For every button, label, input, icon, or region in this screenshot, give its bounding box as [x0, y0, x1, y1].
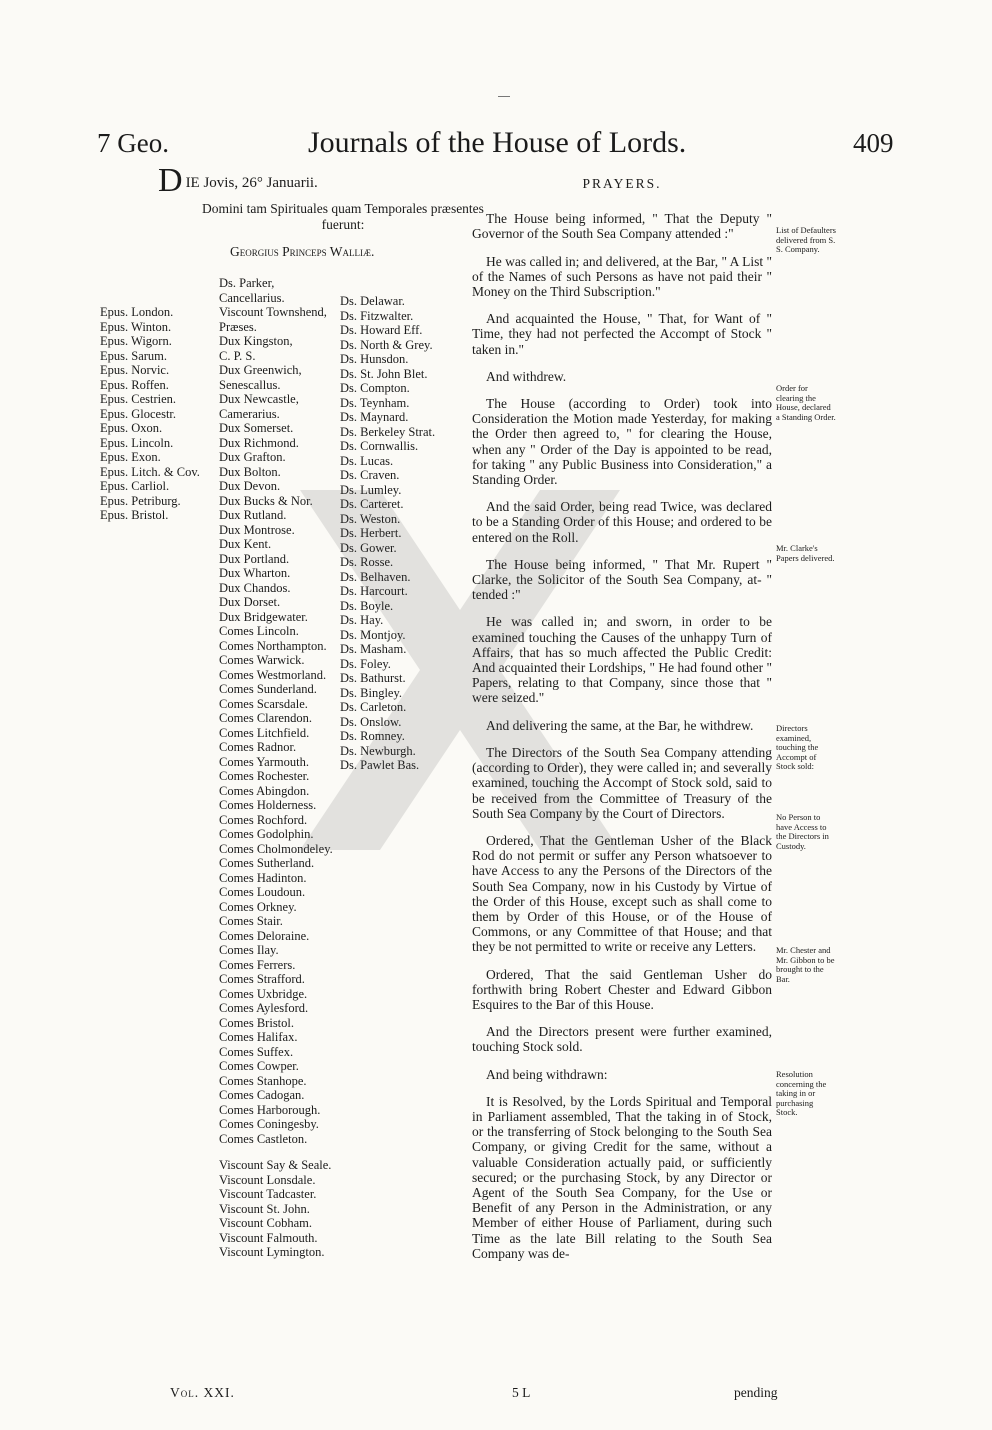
peer-entry: Comes Loudoun.	[219, 885, 306, 899]
peer-entry: Comes Castleton.	[219, 1131, 308, 1146]
proceeding-paragraph: It is Resolved, by the Lords Spiritual and Temporal in Parliament assembled, That the taking in of Stock, or the transferring of Stock belonging to the South Sea Company, or giving Credit for the same, without a valuable Consideration actually paid, or sufficiently secured; or the purchasing Stock, by any Director or Agent of the South Sea Company, for the Use or Benefit of any Person in the Administration, or any Member of either House of Parliament, during such Time as the late Bill relating to the South Sea Company was de-	[472, 1093, 772, 1261]
bishop-entry: Epus. London.	[100, 305, 174, 319]
bishop-entry: Epus. Roffen.	[100, 377, 169, 392]
peer-entry: Comes Stanhope.	[219, 1073, 307, 1088]
peer-entry: Comes Suffex.	[219, 1044, 294, 1059]
baron-entry: Ds. Belhaven.	[340, 569, 411, 584]
peer-entry: Comes Lincoln.	[219, 624, 299, 638]
peer-entry: Cancellarius.	[219, 290, 285, 305]
proceeding-paragraph: And delivering the same, at the Bar, he withdrew.	[486, 717, 754, 733]
catchword: pending	[734, 1385, 778, 1400]
margin-note: Order for clearing the House, declared a Standing Order.	[776, 383, 836, 422]
proceeding-paragraph: And acquainted the House, " That, for Want of " Time, they had not perfected the Accompt of Stock " taken in."	[472, 311, 772, 357]
baron-entry: Ds. Lucas.	[340, 453, 394, 468]
peer-entry: Comes Northampton.	[219, 638, 327, 653]
drop-initial: D	[158, 162, 183, 199]
peer-entry: Comes Cholmondeley.	[219, 841, 333, 856]
bishop-entry: Epus. Winton.	[100, 319, 172, 334]
baron-entry: Ds. Bingley.	[340, 685, 403, 700]
peer-entry: Dux Greenwich,	[219, 363, 302, 377]
peer-entry: Comes Uxbridge.	[219, 986, 308, 1001]
baron-entry: Ds. Bathurst.	[340, 671, 406, 685]
viscount-entry: Viscount Lymington.	[219, 1245, 325, 1259]
baron-entry: Ds. Howard Eff.	[340, 323, 423, 337]
proceeding-paragraph: And being withdrawn:	[486, 1066, 608, 1082]
margin-note: Mr. Clarke's Papers delivered.	[776, 543, 835, 563]
baron-entry: Ds. Gower.	[340, 540, 397, 555]
peer-entry: Comes Westmorland.	[219, 667, 327, 682]
peer-entry: Dux Devon.	[219, 479, 281, 493]
proceeding-paragraph: And the said Order, being read Twice, was declared to be a Standing Order of this House; and ordered to be entered on the Roll.	[472, 499, 772, 545]
baron-entry: Ds. Onslow.	[340, 714, 402, 729]
baron-entry: Ds. Newburgh.	[340, 743, 416, 758]
peer-entry: Comes Coningesby.	[219, 1117, 319, 1131]
proceeding-paragraph: The Directors of the South Sea Company attending (according to Order), they were called in; and severally examined, touching the Accompt of Stock sold, said to be received from the Committee of Treasury of the South Sea Company by the Court of Directors.	[472, 744, 772, 821]
peer-entry: Dux Chandos.	[219, 580, 291, 595]
bishop-entry: Epus. Bristol.	[100, 508, 169, 522]
bishop-entry: Epus. Lincoln.	[100, 435, 174, 450]
viscounts-list	[219, 1158, 333, 1260]
peer-entry: Comes Strafford.	[219, 972, 305, 986]
proceedings-paragraphs	[472, 211, 772, 1261]
margin-note: Resolution concerning the taking in or purchasing Stock.	[776, 1069, 827, 1117]
peer-entry: Dux Dorset.	[219, 595, 281, 609]
peer-entry: Comes Hadinton.	[219, 870, 307, 885]
baron-entry: Ds. Montjoy.	[340, 627, 406, 642]
peer-entry: Comes Warwick.	[219, 653, 305, 667]
prince-of-wales: Georgius Princeps Walliæ.	[230, 244, 375, 259]
peer-entry: Dux Somerset.	[219, 421, 294, 435]
peer-entry: Comes Sunderland.	[219, 682, 317, 696]
peer-entry: Comes Harborough.	[219, 1102, 321, 1117]
peer-entry: Dux Bucks & Nor.	[219, 493, 313, 508]
baron-entry: Ds. Hunsdon.	[340, 352, 409, 366]
baron-entry: Ds. Compton.	[340, 381, 410, 395]
proceeding-paragraph: The House being informed, " That the Deputy " Governor of the South Sea Company attended :"	[472, 211, 772, 242]
peer-entry: Comes Aylesford.	[219, 1001, 309, 1015]
baron-entry: Ds. Maynard.	[340, 410, 409, 424]
peer-entry: Dux Bridgewater.	[219, 609, 308, 624]
peer-entry: Comes Holderness.	[219, 798, 317, 812]
list-gap	[219, 1146, 333, 1158]
bishop-entry: Epus. Carliol.	[100, 479, 170, 493]
volume-number: Vol. XXI.	[170, 1385, 235, 1400]
dukes-earls-list	[219, 276, 333, 1146]
peer-entry: Comes Radnor.	[219, 740, 297, 754]
peer-entry: Dux Wharton.	[219, 566, 291, 580]
baron-entry: Ds. Carteret.	[340, 497, 404, 511]
bishop-entry: Epus. Glocestr.	[100, 406, 177, 421]
proceedings-column	[472, 176, 772, 1273]
peer-entry: Comes Cadogan.	[219, 1088, 305, 1102]
proceeding-paragraph: Ordered, That the said Gentleman Usher do forthwith bring Robert Chester and Edward Gibbon Esquires to the Bar of this House.	[472, 966, 772, 1012]
peer-entry: Comes Rochford.	[219, 812, 308, 827]
viscount-entry: Viscount Say & Seale.	[219, 1158, 332, 1172]
peer-entry: Comes Cowper.	[219, 1059, 299, 1073]
bishop-entry: Epus. Cestrien.	[100, 392, 177, 406]
peer-entry: Dux Grafton.	[219, 450, 286, 464]
baron-entry: Ds. Masham.	[340, 642, 407, 656]
viscount-entry: Viscount Lonsdale.	[219, 1172, 316, 1187]
margin-note: Mr. Chester and Mr. Gibbon to be brought to the Bar.	[776, 945, 835, 984]
baron-entry: Ds. Berkeley Strat.	[340, 424, 436, 439]
regnal-year: 7 Geo.	[97, 128, 169, 158]
margin-note: List of Defaulters delivered from S. S. Company.	[776, 225, 836, 254]
peer-entry: Præses.	[219, 319, 257, 334]
journal-title: Journals of the House of Lords.	[308, 126, 687, 159]
viscount-entry: Viscount St. John.	[219, 1201, 310, 1216]
date-text: IE Jovis, 26° Januarii.	[185, 175, 318, 191]
margin-note: Directors examined, touching the Accompt of Stock sold:	[776, 723, 819, 771]
peer-entry: Comes Stair.	[219, 914, 283, 928]
peer-entry: Comes Yarmouth.	[219, 754, 309, 769]
proceeding-paragraph: And the Directors present were further examined, touching Stock sold.	[472, 1024, 772, 1055]
baron-entry: Ds. Pawlet Bas.	[340, 758, 420, 772]
page-number: 409	[853, 128, 894, 158]
peer-entry: Dux Bolton.	[219, 464, 281, 479]
date-line	[158, 162, 318, 199]
barons-list	[340, 294, 435, 773]
bishop-entry: Epus. Oxon.	[100, 421, 163, 435]
peer-entry: Comes Godolphin.	[219, 827, 314, 841]
peer-entry: Dux Kingston,	[219, 334, 293, 348]
peer-entry: Dux Portland.	[219, 551, 290, 566]
proceeding-paragraph: The House (according to Order) took into Consideration the Motion made Yesterday, for making the Order then agreed to, " for clearing the House, when any " Order of the Day is appointed to be read, for taking " any Public Business into Consideration," a Standing Order.	[472, 396, 772, 488]
peer-entry: Comes Clarendon.	[219, 711, 313, 725]
proceeding-paragraph: And withdrew.	[486, 368, 567, 384]
baron-entry: Ds. Teynham.	[340, 395, 410, 410]
peer-entry: Comes Deloraine.	[219, 928, 310, 943]
viscount-entry: Viscount Tadcaster.	[219, 1187, 317, 1201]
peer-entry: Dux Rutland.	[219, 508, 287, 522]
peer-entry: Dux Kent.	[219, 537, 272, 551]
peers-list	[219, 276, 333, 1260]
bishop-entry: Epus. Petriburg.	[100, 493, 181, 508]
peer-entry: Dux Newcastle,	[219, 392, 299, 406]
signature-mark: 5 L	[512, 1385, 531, 1400]
peer-entry: Dux Richmond.	[219, 435, 299, 450]
peer-entry: Comes Bristol.	[219, 1015, 295, 1030]
viscount-entry: Viscount Falmouth.	[219, 1230, 318, 1245]
viscount-entry: Viscount Cobham.	[219, 1216, 312, 1230]
peer-entry: Comes Rochester.	[219, 769, 310, 783]
baron-entry: Ds. Carleton.	[340, 700, 407, 714]
baron-entry: Ds. Foley.	[340, 656, 391, 671]
baron-entry: Ds. Romney.	[340, 729, 405, 743]
peer-entry: Senescallus.	[219, 377, 281, 392]
baron-entry: Ds. Delawar.	[340, 294, 405, 308]
baron-entry: Ds. Herbert.	[340, 526, 402, 540]
proceeding-paragraph: He was called in; and delivered, at the Bar, " A List " of the Names of such Persons as have not paid their " Money on the Third Subscription."	[472, 253, 772, 300]
margin-note: No Person to have Access to the Directors in Custody.	[776, 812, 829, 851]
bishop-entry: Epus. Norvic.	[100, 363, 170, 377]
proceeding-paragraph: He was called in; and sworn, in order to be examined touching the Causes of the unhappy Turn of Affairs, that has so much affected the Public Credit: And acquainted their Lordships, " He had found other " Papers, relating to that Company, since those that " were seized."	[472, 614, 772, 706]
bishop-entry: Epus. Exon.	[100, 450, 161, 464]
bishop-entry: Epus. Litch. & Cov.	[100, 464, 200, 479]
baron-entry: Ds. North & Grey.	[340, 337, 433, 352]
baron-entry: Ds. Cornwallis.	[340, 439, 419, 453]
proceeding-paragraph: The House being informed, " That Mr. Rupert " Clarke, the Solicitor of the South Sea Company, at- " tended :"	[472, 556, 772, 603]
prayers-heading: PRAYERS.	[582, 176, 662, 191]
peer-entry: C. P. S.	[219, 348, 256, 363]
bishop-entry: Epus. Wigorn.	[100, 334, 172, 348]
peer-entry: Comes Ilay.	[219, 943, 279, 957]
baron-entry: Ds. Rosse.	[340, 555, 394, 569]
baron-entry: Ds. Weston.	[340, 511, 401, 526]
baron-entry: Ds. St. John Blet.	[340, 366, 428, 381]
baron-entry: Ds. Harcourt.	[340, 584, 408, 598]
bishop-entry: Epus. Sarum.	[100, 348, 168, 363]
peer-entry: Ds. Parker,	[219, 276, 275, 290]
baron-entry: Ds. Craven.	[340, 468, 400, 482]
peer-entry: Comes Halifax.	[219, 1030, 298, 1044]
peer-entry: Comes Orkney.	[219, 899, 297, 914]
baron-entry: Ds. Fitzwalter.	[340, 308, 414, 323]
attendance-heading: Domini tam Spirituales quam Temporales præsentes fuerunt:	[202, 201, 484, 232]
proceeding-paragraph: Ordered, That the Gentleman Usher of the Black Rod do not permit or suffer any Person whatsoever to have Access to any the Persons of the Directors of the South Sea Company, now in his Custody by Virtue of the Order of this House, except such as shall come to them by Order of this House, or of the House of Commons, or any Committee of that House; and that they be not permitted to write or receive any Letters.	[472, 832, 772, 955]
peer-entry: Comes Ferrers.	[219, 957, 296, 972]
page-mark	[498, 96, 510, 97]
peer-entry: Viscount Townshend,	[219, 305, 327, 319]
peer-entry: Comes Litchfield.	[219, 725, 310, 740]
peer-entry: Comes Scarsdale.	[219, 696, 308, 711]
peer-entry: Dux Montrose.	[219, 522, 295, 537]
baron-entry: Ds. Boyle.	[340, 598, 394, 613]
peer-entry: Camerarius.	[219, 406, 280, 421]
bishops-list	[100, 305, 200, 523]
baron-entry: Ds. Hay.	[340, 613, 384, 627]
peer-entry: Comes Abingdon.	[219, 783, 310, 798]
baron-entry: Ds. Lumley.	[340, 482, 402, 497]
peer-entry: Comes Sutherland.	[219, 856, 315, 870]
